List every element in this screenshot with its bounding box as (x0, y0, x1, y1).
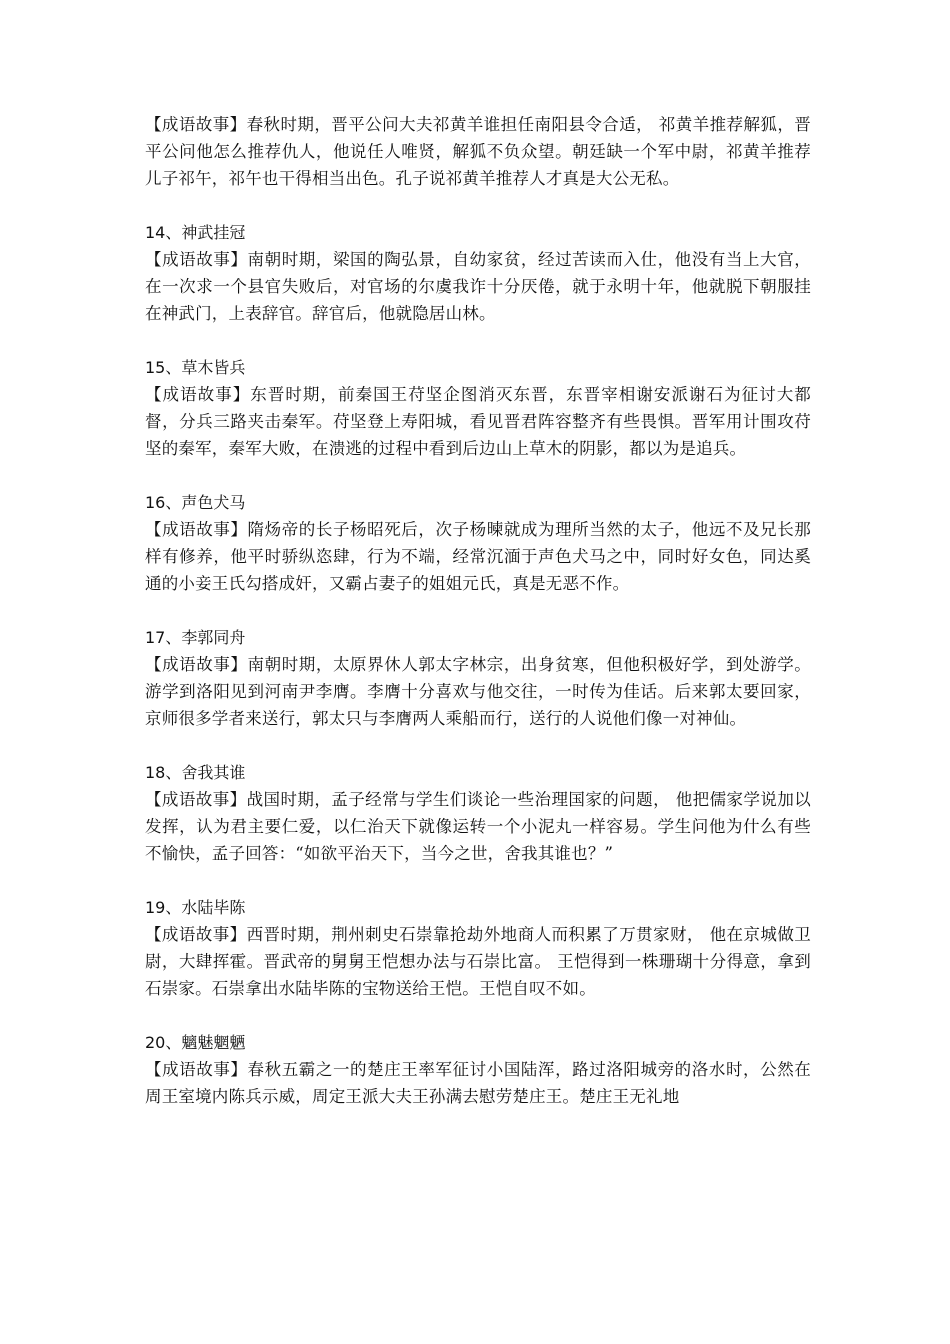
idiom-title: 14、神武挂冠 (145, 223, 246, 242)
idiom-section-20 (145, 1029, 811, 1110)
idiom-title: 19、水陆毕陈 (145, 898, 246, 917)
idiom-story: 【成语故事】南朝时期，梁国的陶弘景，自幼家贫，经过苦读而入仕，他没有当上大官，在一次求一个县官失败后，对官场的尔虞我诈十分厌倦，就于永明十年，他就脱下朝服挂在神武门，上表辞官。辞官后，他就隐居山林。 (145, 250, 811, 323)
idiom-section-18 (145, 759, 811, 867)
idiom-section-17 (145, 624, 811, 732)
idiom-title: 16、声色犬马 (145, 493, 246, 512)
idiom-story: 【成语故事】东晋时期，前秦国王苻坚企图消灭东晋，东晋宰相谢安派谢石为征讨大都督，分兵三路夹击秦军。苻坚登上寿阳城，看见晋君阵容整齐有些畏惧。晋军用计围攻苻坚的秦军，秦军大败，在溃逃的过程中看到后边山上草木的阴影，都以为是追兵。 (145, 385, 811, 458)
idiom-section-15 (145, 354, 811, 462)
idiom-story: 【成语故事】战国时期，孟子经常与学生们谈论一些治理国家的问题， 他把儒家学说加以发挥，认为君主要仁爱，以仁治天下就像运转一个小泥丸一样容易。学生问他为什么有些不愉快，孟子回答：“如欲平治天下，当今之世，舍我其谁也？” (145, 790, 811, 863)
idiom-section-19 (145, 894, 811, 1002)
idiom-story: 【成语故事】隋炀帝的长子杨昭死后，次子杨暕就成为理所当然的太子，他远不及兄长那样有修养，他平时骄纵恣肆，行为不端，经常沉湎于声色犬马之中，同时好女色，同达奚通的小妾王氏勾搭成奸，又霸占妻子的姐姐元氏，真是无恶不作。 (145, 520, 811, 593)
idiom-story: 【成语故事】南朝时期，太原界休人郭太字林宗，出身贫寒，但他积极好学，到处游学。游学到洛阳见到河南尹李膺。李膺十分喜欢与他交往，一时传为佳话。后来郭太要回家，京师很多学者来送行，郭太只与李膺两人乘船而行，送行的人说他们像一对神仙。 (145, 655, 811, 728)
idiom-title: 18、舍我其谁 (145, 763, 246, 782)
idiom-story: 【成语故事】春秋五霸之一的楚庄王率军征讨小国陆浑，路过洛阳城旁的洛水时，公然在周王室境内陈兵示威，周定王派大夫王孙满去慰劳楚庄王。楚庄王无礼地 (145, 1060, 811, 1106)
idiom-title: 17、李郭同舟 (145, 628, 246, 647)
idiom-title: 20、魑魅魍魉 (145, 1033, 246, 1052)
idiom-story: 【成语故事】西晋时期，荆州刺史石崇靠抢劫外地商人而积累了万贯家财， 他在京城做卫尉，大肆挥霍。晋武帝的舅舅王恺想办法与石崇比富。 王恺得到一株珊瑚十分得意，拿到石崇家。石崇拿出水陆毕陈的宝物送给王恺。王恺自叹不如。 (145, 925, 811, 998)
intro-section (145, 111, 811, 192)
document-page (145, 111, 811, 1137)
idiom-title: 15、草木皆兵 (145, 358, 246, 377)
idiom-section-16 (145, 489, 811, 597)
intro-story: 【成语故事】春秋时期，晋平公问大夫祁黄羊谁担任南阳县令合适， 祁黄羊推荐解狐，晋平公问他怎么推荐仇人，他说任人唯贤，解狐不负众望。朝廷缺一个军中尉，祁黄羊推荐儿子祁午，祁午也干得相当出色。孔子说祁黄羊推荐人才真是大公无私。 (145, 115, 811, 188)
idiom-section-14 (145, 219, 811, 327)
